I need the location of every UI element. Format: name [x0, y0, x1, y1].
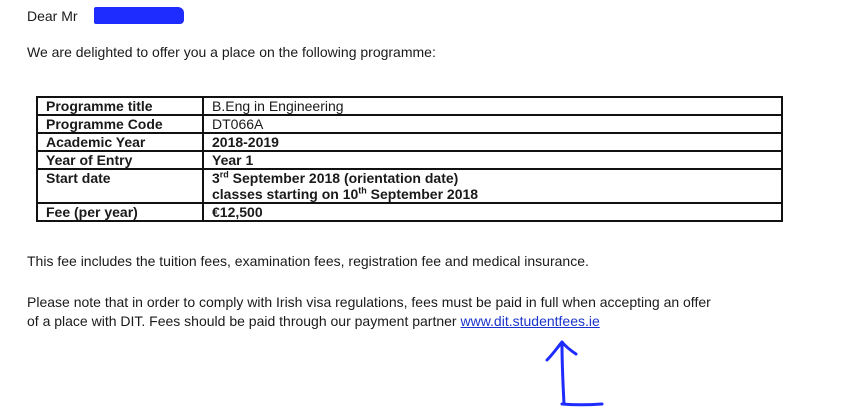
redaction-mark — [94, 7, 184, 24]
start-date-value — [203, 169, 782, 203]
academic-year-label: Academic Year — [37, 133, 203, 151]
academic-year-value: 2018-2019 — [203, 133, 782, 151]
table-row — [37, 115, 782, 133]
payment-partner-link[interactable]: www.dit.studentfees.ie — [460, 313, 600, 329]
intro-text: We are delighted to offer you a place on the following programme: — [27, 44, 436, 60]
table-row — [37, 97, 782, 115]
year-of-entry-value: Year 1 — [203, 151, 782, 169]
programme-code-value: DT066A — [203, 115, 782, 133]
greeting-text: Dear Mr — [27, 8, 78, 24]
fee-label: Fee (per year) — [37, 203, 203, 221]
classes-start-line: classes starting on 10th September 2018 — [212, 185, 479, 202]
programme-title-label: Programme title — [37, 97, 203, 115]
fee-note-text: This fee includes the tuition fees, examination fees, registration fee and medical insurance. — [27, 253, 589, 269]
start-date-label: Start date — [37, 169, 203, 203]
programme-code-label: Programme Code — [37, 115, 203, 133]
table-row — [37, 169, 782, 203]
fee-value: €12,500 — [203, 203, 782, 221]
table-row — [37, 203, 782, 221]
visa-note-prefix: of a place with DIT. Fees should be paid through our payment partner — [27, 313, 461, 329]
programme-table — [36, 96, 783, 222]
programme-title-value: B.Eng in Engineering — [203, 97, 782, 115]
orientation-date-line: 3rd September 2018 (orientation date) — [212, 169, 459, 186]
year-of-entry-label: Year of Entry — [37, 151, 203, 169]
table-row — [37, 151, 782, 169]
table-row — [37, 133, 782, 151]
arrow-annotation-icon — [540, 332, 620, 412]
visa-note-line-1: Please note that in order to comply with Irish visa regulations, fees must be paid in full when accepting an offer — [27, 294, 711, 310]
visa-note-line-2 — [27, 313, 600, 329]
